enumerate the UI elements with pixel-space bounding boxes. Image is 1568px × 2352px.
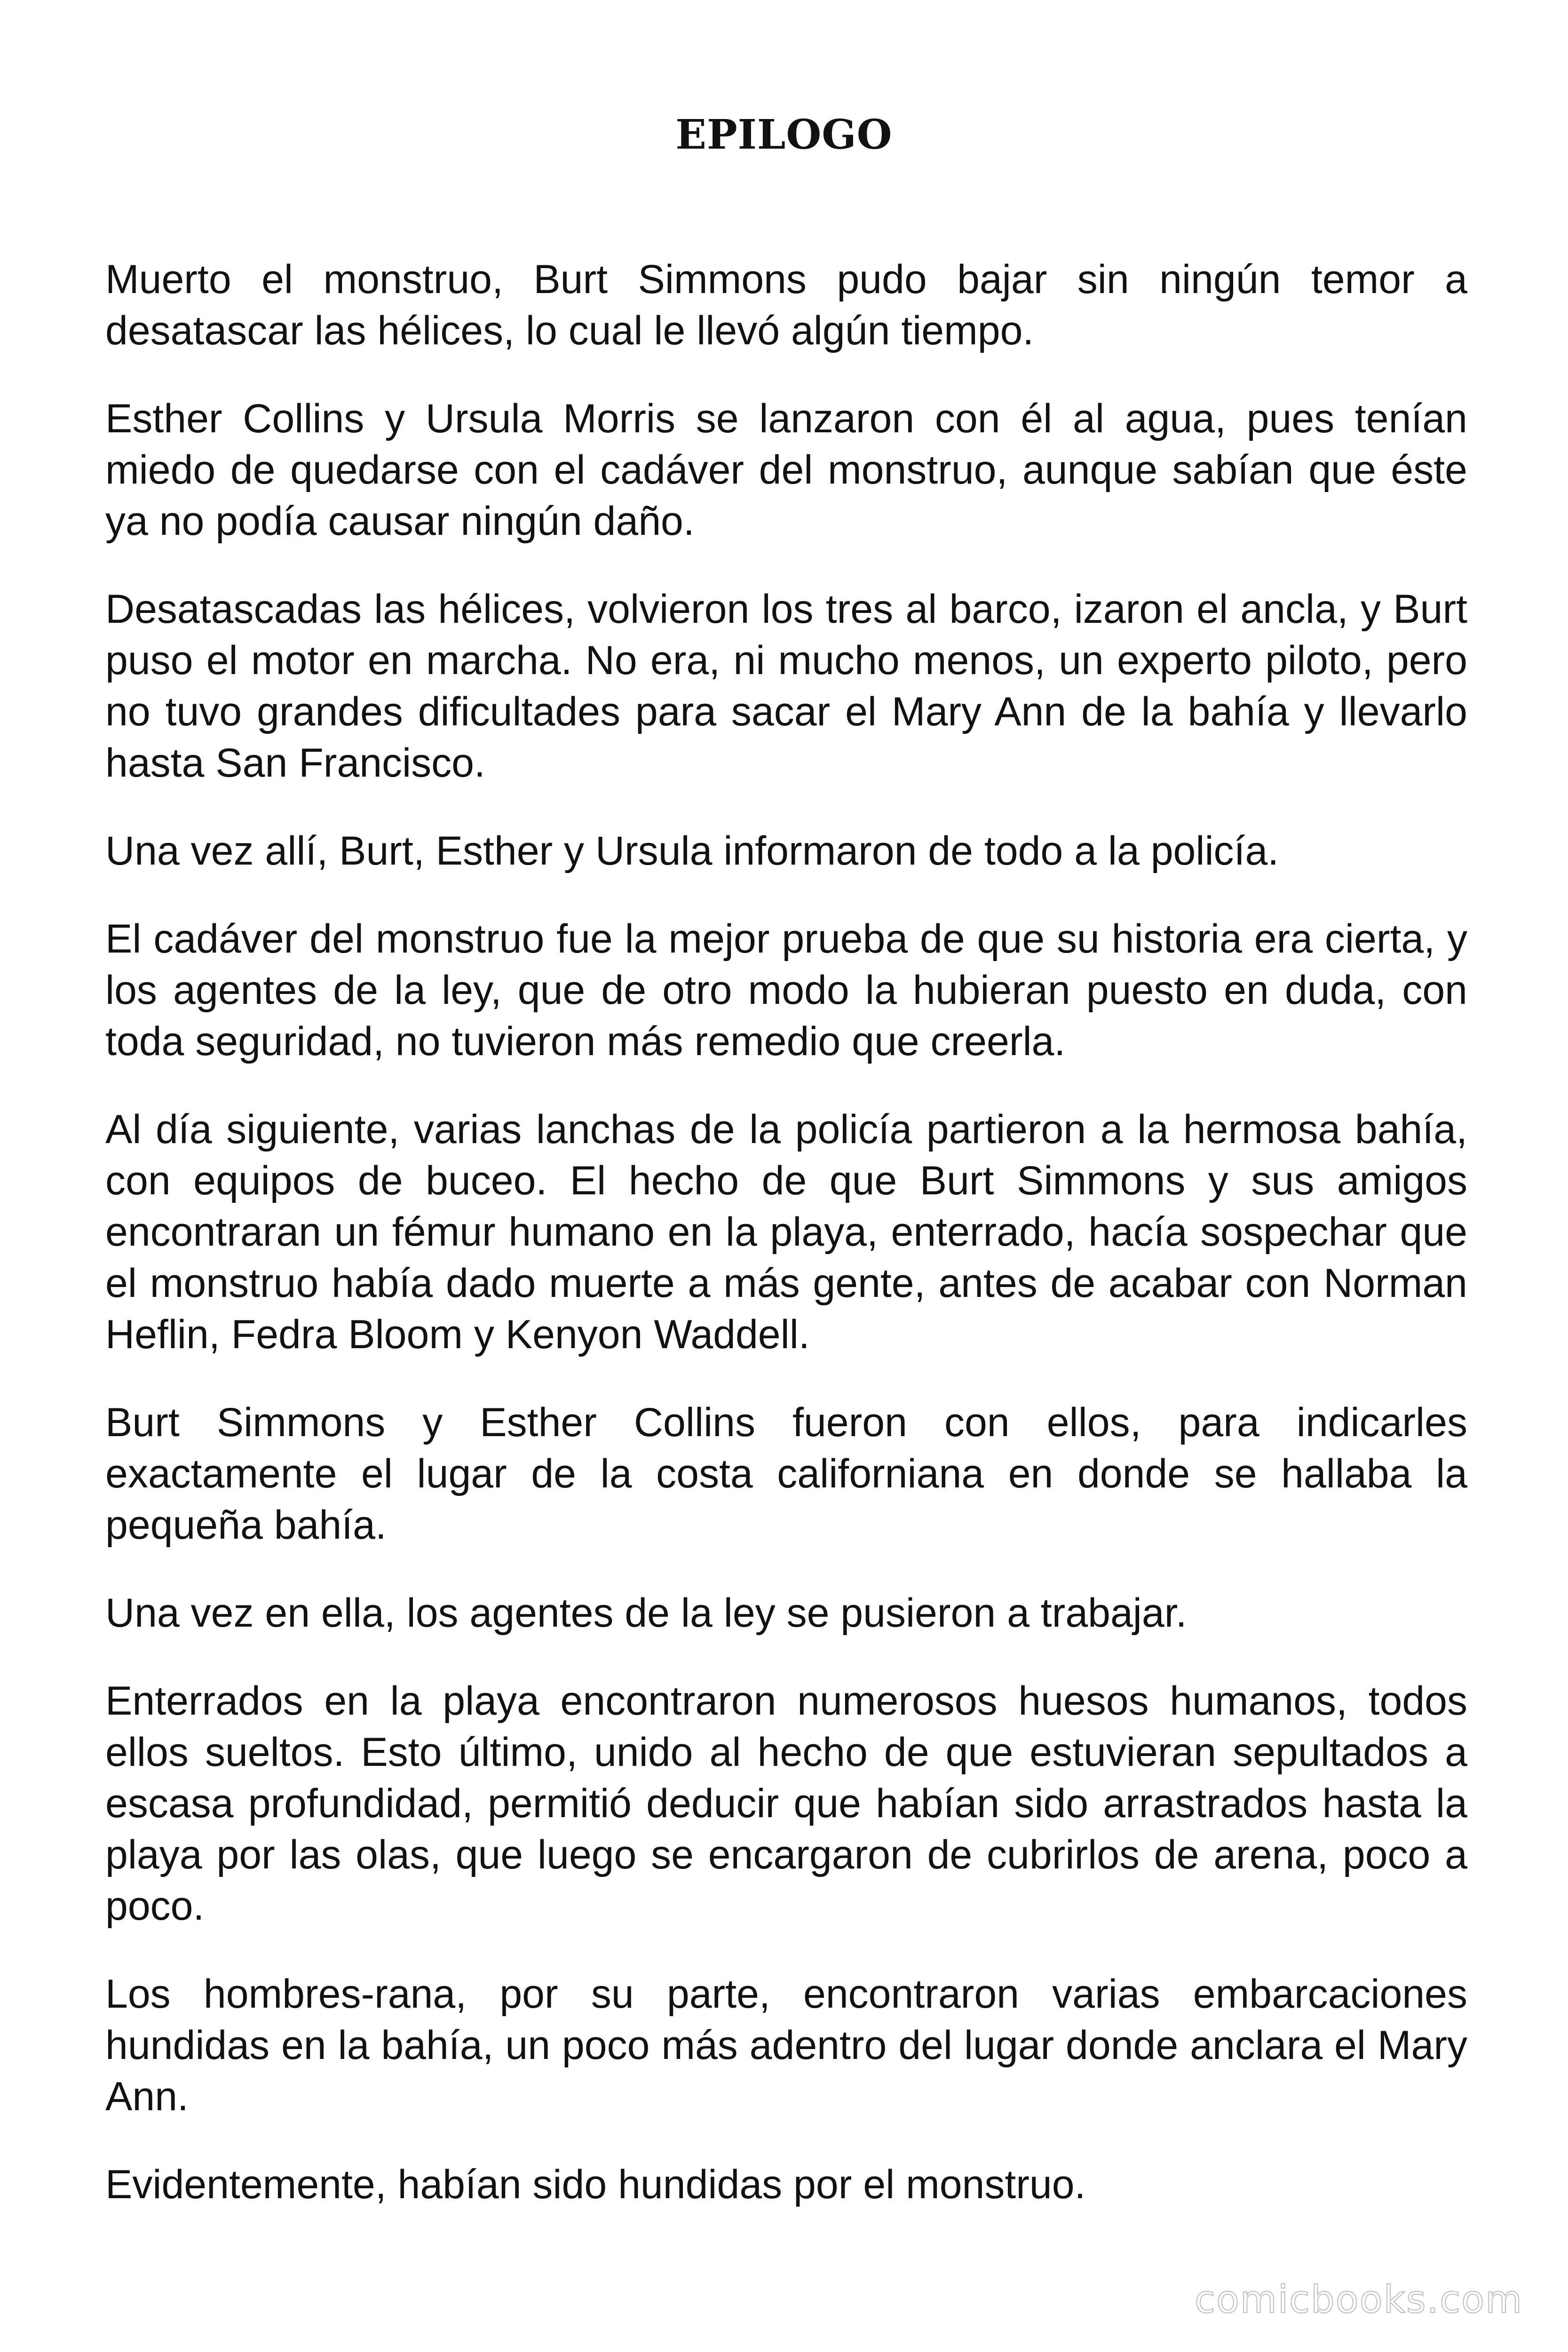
- paragraph: Los hombres-rana, por su parte, encontraron varias embarcaciones hundidas en la bahía, un poco más adentro del lugar donde anclara el Mary Ann.: [105, 1971, 1467, 2119]
- paragraph: Evidentemente, habían sido hundidas por el monstruo.: [105, 2162, 1086, 2207]
- body-text: [105, 254, 1467, 2247]
- paragraph: Al día siguiente, varias lanchas de la policía partieron a la hermosa bahía, con equipos de buceo. El hecho de que Burt Simmons y sus amigos encontraran un fémur humano en la playa, enterrado, hacía sospechar que el monstruo había dado muerte a más gente, antes de acabar con Norman Heflin, Fedra Bloom y Kenyon Waddell.: [105, 1107, 1467, 1357]
- chapter-title: EPILOGO: [675, 111, 893, 159]
- watermark: comicbooks.com: [1194, 2278, 1523, 2321]
- paragraph: Muerto el monstruo, Burt Simmons pudo bajar sin ningún temor a desatascar las hélices, lo cual le llevó algún tiempo.: [105, 257, 1467, 353]
- paragraph: Desatascadas las hélices, volvieron los tres al barco, izaron el ancla, y Burt puso el motor en marcha. No era, ni mucho menos, un experto piloto, pero no tuvo grandes dificultades para sacar el Mary Ann de la bahía y llevarlo hasta San Francisco.: [105, 587, 1467, 786]
- paragraph: Enterrados en la playa encontraron numerosos huesos humanos, todos ellos sueltos. Esto último, unido al hecho de que estuvieran sepultados a escasa profundidad, permitió deducir que habían sido arrastrados hasta la playa por las olas, que luego se encargaron de cubrirlos de arena, poco a poco.: [105, 1678, 1467, 1929]
- paragraph: Una vez en ella, los agentes de la ley se pusieron a trabajar.: [105, 1590, 1187, 1636]
- paragraph: Esther Collins y Ursula Morris se lanzaron con él al agua, pues tenían miedo de quedarse con el cadáver del monstruo, aunque sabían que éste ya no podía causar ningún daño.: [105, 396, 1467, 544]
- paragraph: Una vez allí, Burt, Esther y Ursula informaron de todo a la policía.: [105, 828, 1279, 874]
- paragraph: El cadáver del monstruo fue la mejor prueba de que su historia era cierta, y los agentes de la ley, que de otro modo la hubieran puesto en duda, con toda seguridad, no tuvieron más remedio que creerla.: [105, 916, 1467, 1064]
- paragraph: Burt Simmons y Esther Collins fueron con ellos, para indicarles exactamente el lugar de la costa californiana en donde se hallaba la pequeña bahía.: [105, 1400, 1467, 1548]
